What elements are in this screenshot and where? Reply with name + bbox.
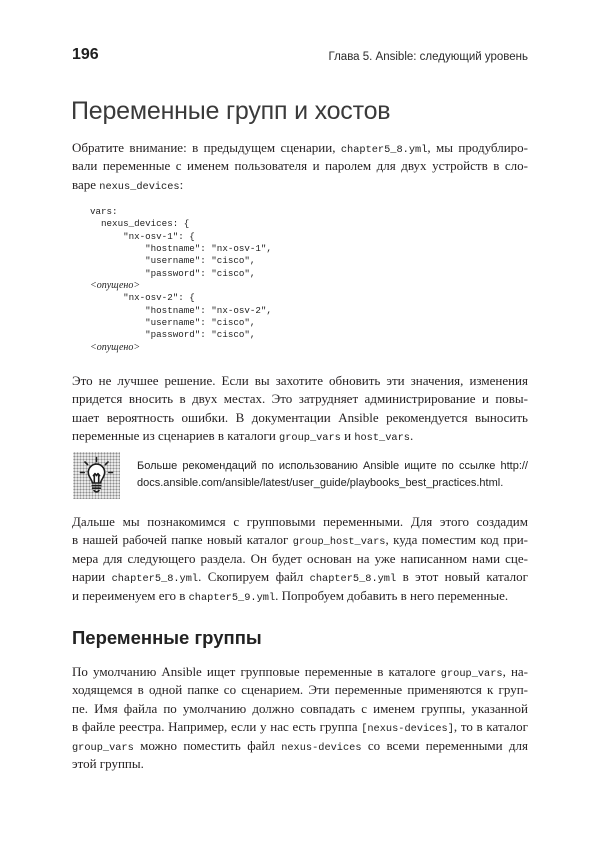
code-line: "password": "cisco", — [90, 329, 256, 341]
text-run: придется вносить в двух местах. Это затрудняет администрирование и повы- — [72, 391, 528, 407]
paragraph-drawback — [72, 372, 528, 446]
text-run: , куда поместим код при- — [385, 532, 528, 548]
inline-code: chapter5_8.yml — [111, 573, 199, 586]
text-line — [72, 663, 528, 681]
omitted-marker: <опущено> — [90, 341, 141, 353]
text-line — [72, 718, 528, 736]
text-run: , мы продублиро- — [427, 140, 528, 155]
code-line: "nx-osv-1": { — [90, 230, 195, 242]
text-line — [72, 531, 528, 549]
text-run: нарии — [72, 569, 112, 585]
inline-code: chapter5_9.yml — [188, 591, 276, 604]
text-run: . Скопируем файл — [198, 569, 310, 585]
text-run: , то в каталог — [453, 719, 528, 735]
text-run: со всеми переменными для — [361, 737, 529, 753]
text-run: можно поместить файл — [133, 737, 282, 753]
text-line — [72, 176, 528, 194]
omitted-marker: <опущено> — [90, 280, 141, 292]
text-run: , на- — [502, 664, 528, 679]
text-run: этой группы. — [72, 756, 144, 772]
page-number: 196 — [72, 46, 99, 63]
text-run: варе — [72, 176, 100, 192]
text-run: . Попробуем добавить в него переменные. — [275, 587, 509, 603]
inline-code: group_host_vars — [292, 536, 386, 549]
text-run: и переименуем его в — [72, 587, 189, 603]
text-run: в файле реестра. Например, если у нас есть группа — [72, 719, 362, 735]
text-run: Это не лучшее решение. Если вы захотите обновить эти значения, изменения — [72, 373, 528, 388]
text-line — [72, 737, 528, 755]
code-line: "hostname": "nx-osv-2", — [90, 304, 272, 316]
inline-code: host_vars — [354, 432, 410, 445]
code-block — [90, 206, 272, 354]
tip-text — [137, 458, 528, 492]
text-run: Обратите внимание: в предыдущем сценарии, — [72, 140, 341, 155]
text-run: Дальше мы познакомимся с групповыми переменными. Для этого создадим — [72, 514, 528, 529]
paragraph-group-vars — [72, 663, 528, 773]
text-run: шает вероятность ошибки. В документации Ansible рекомендуется выносить — [72, 409, 528, 425]
inline-code: chapter5_8.yml — [340, 144, 428, 156]
text-line — [72, 427, 528, 445]
inline-code: nexus_devices — [99, 180, 180, 193]
inline-code: group_vars — [440, 668, 503, 680]
code-line: "username": "cisco", — [90, 255, 256, 267]
section-title: Переменные групп и хостов — [71, 97, 391, 125]
text-run: ходящемся в одной папке со сценарием. Эти переменные применяются к груп- — [72, 682, 528, 698]
paragraph-intro — [72, 139, 528, 194]
code-line: "hostname": "nx-osv-1", — [90, 243, 272, 255]
text-line — [72, 390, 528, 408]
text-line — [72, 700, 528, 718]
inline-code: chapter5_8.yml — [309, 573, 397, 586]
text-run: и — [340, 428, 355, 444]
text-line — [72, 587, 528, 605]
text-line — [72, 372, 528, 390]
code-line: "password": "cisco", — [90, 267, 256, 279]
text-line — [72, 755, 528, 773]
code-line: nexus_devices: { — [90, 218, 190, 230]
text-line — [72, 550, 528, 568]
paragraph-next-steps — [72, 513, 528, 605]
lightbulb-icon — [73, 452, 120, 499]
subsection-heading: Переменные группы — [72, 627, 262, 648]
text-run: пе. Имя файла по умолчанию должно совпадать с именем группы, указанной — [72, 700, 528, 716]
text-run: мера для следующего раздела. Он будет основан на уже написанном нами сце- — [72, 550, 528, 566]
inline-code: [nexus-devices] — [361, 723, 454, 736]
tip-line: Больше рекомендаций по использованию Ansible ищите по ссылке http:// — [137, 460, 528, 472]
text-run: По умолчанию Ansible ищет групповые переменные в каталоге — [72, 664, 441, 679]
text-run: в нашей рабочей папке новый каталог — [72, 532, 293, 548]
inline-code: group_vars — [72, 741, 134, 754]
code-line: "nx-osv-2": { — [90, 292, 195, 304]
text-run: переменные из сценариев в каталоги — [72, 428, 280, 444]
text-run: в этот новый каталог — [396, 569, 528, 585]
text-line — [72, 681, 528, 699]
text-line — [72, 568, 528, 586]
text-line — [72, 513, 528, 531]
text-run: вали переменные с именем пользователя и паролем для двух устройств в сло- — [72, 158, 528, 174]
text-line — [72, 139, 528, 157]
inline-code: group_vars — [279, 432, 341, 445]
inline-code: nexus-devices — [281, 741, 362, 754]
text-run: . — [409, 428, 414, 444]
text-line — [72, 157, 528, 175]
tip-line: docs.ansible.com/ansible/latest/user_guide/playbooks_best_practices.html. — [137, 477, 504, 489]
running-header: Глава 5. Ansible: следующий уровень — [328, 51, 528, 63]
text-run: : — [179, 176, 184, 192]
code-line: "username": "cisco", — [90, 317, 256, 329]
code-line: vars: — [90, 206, 118, 217]
text-line — [72, 409, 528, 427]
